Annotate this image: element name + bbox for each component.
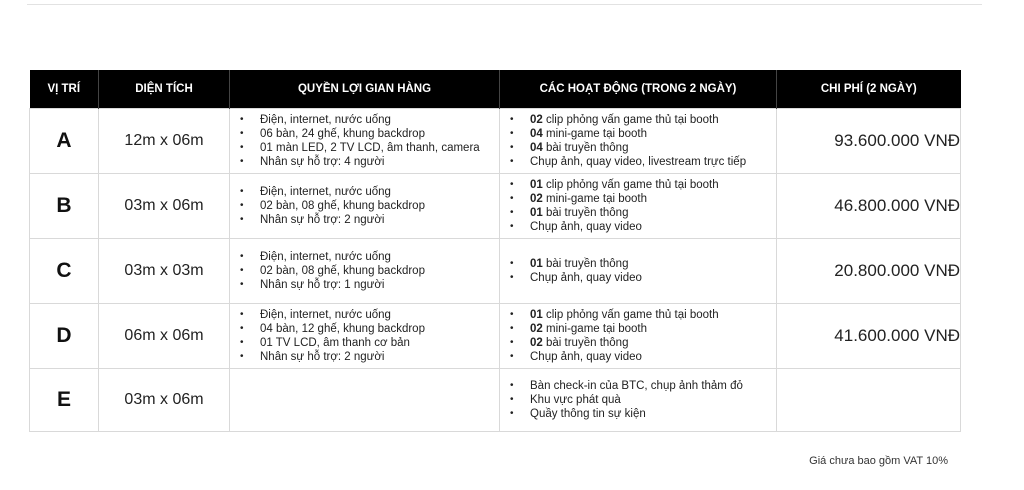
table-row: [30, 174, 961, 239]
header-cost: CHI PHÍ (2 NGÀY): [777, 70, 961, 109]
top-divider: [27, 4, 982, 5]
activity-count: 01: [530, 258, 543, 270]
activity-count: 01: [530, 309, 543, 321]
list-item: [510, 155, 776, 169]
activity-text: Chụp ảnh, quay video: [530, 221, 642, 233]
list-item: • Điện, internet, nước uống: [240, 185, 499, 199]
list-item: [510, 113, 776, 127]
list-item: [510, 322, 776, 336]
vat-note: Giá chưa bao gồm VAT 10%: [809, 455, 948, 467]
activities-list: [500, 257, 776, 285]
list-item: [510, 257, 776, 271]
activity-text: clip phỏng vấn game thủ tại booth: [542, 114, 719, 126]
activity-count: 02: [530, 337, 543, 349]
table-row: [30, 369, 961, 432]
activity-text: Khu vực phát quà: [530, 394, 621, 406]
activities-list: [500, 178, 776, 234]
benefits-list: [230, 250, 499, 292]
list-item: [510, 127, 776, 141]
activity-text: bài truyền thông: [542, 258, 629, 270]
header-activities: CÁC HOẠT ĐỘNG (TRONG 2 NGÀY): [500, 70, 777, 109]
list-item: • Điện, internet, nước uống: [240, 250, 499, 264]
booth-cost: 41.600.000 VNĐ: [777, 304, 961, 369]
activity-text: bài truyền thông: [542, 337, 629, 349]
activity-count: 02: [530, 114, 543, 126]
booth-benefits: [230, 174, 500, 239]
activity-text: Chụp ảnh, quay video: [530, 272, 642, 284]
booth-position: A: [30, 109, 99, 174]
booth-benefits: [230, 109, 500, 174]
list-item: • Điện, internet, nước uống: [240, 308, 499, 322]
table-row: [30, 239, 961, 304]
activity-count: 01: [530, 207, 543, 219]
booth-activities: [500, 304, 777, 369]
list-item: [510, 336, 776, 350]
booth-cost: 20.800.000 VNĐ: [777, 239, 961, 304]
activity-text: bài truyền thông: [542, 207, 629, 219]
booth-area: 03m x 06m: [99, 369, 230, 432]
activity-count: 02: [530, 193, 543, 205]
booth-benefits: [230, 369, 500, 432]
list-item: [510, 407, 776, 421]
benefits-list: [230, 113, 499, 169]
list-item: • Nhân sự hỗ trợ: 4 người: [240, 155, 499, 169]
activities-list: [500, 379, 776, 421]
activities-list: [500, 113, 776, 169]
list-item: • Điện, internet, nước uống: [240, 113, 499, 127]
activity-text: clip phỏng vấn game thủ tại booth: [542, 179, 719, 191]
activity-count: 01: [530, 179, 543, 191]
activity-count: 04: [530, 142, 543, 154]
list-item: • 06 bàn, 24 ghế, khung backdrop: [240, 127, 499, 141]
list-item: • Nhân sự hỗ trợ: 1 người: [240, 278, 499, 292]
activity-text: Quầy thông tin sự kiện: [530, 408, 646, 420]
booth-cost: [777, 369, 961, 432]
list-item: • Nhân sự hỗ trợ: 2 người: [240, 213, 499, 227]
list-item: • 04 bàn, 12 ghế, khung backdrop: [240, 322, 499, 336]
list-item: • 02 bàn, 08 ghế, khung backdrop: [240, 264, 499, 278]
booth-position: B: [30, 174, 99, 239]
list-item: • 02 bàn, 08 ghế, khung backdrop: [240, 199, 499, 213]
list-item: [510, 141, 776, 155]
list-item: [510, 393, 776, 407]
header-benefits: QUYỀN LỢI GIAN HÀNG: [230, 70, 500, 109]
booth-area: 03m x 06m: [99, 174, 230, 239]
header-area: DIỆN TÍCH: [99, 70, 230, 109]
booth-area: 12m x 06m: [99, 109, 230, 174]
list-item: [510, 308, 776, 322]
header-position: VỊ TRÍ: [30, 70, 99, 109]
activity-text: mini-game tại booth: [542, 128, 647, 140]
list-item: [510, 271, 776, 285]
activity-count: 02: [530, 323, 543, 335]
booth-activities: [500, 369, 777, 432]
booth-position: C: [30, 239, 99, 304]
booth-activities: [500, 239, 777, 304]
list-item: [510, 350, 776, 364]
activity-text: mini-game tại booth: [542, 323, 647, 335]
booth-area: 03m x 03m: [99, 239, 230, 304]
booth-benefits: [230, 304, 500, 369]
booth-area: 06m x 06m: [99, 304, 230, 369]
activity-text: Chụp ảnh, quay video: [530, 351, 642, 363]
booth-benefits: [230, 239, 500, 304]
list-item: • 01 màn LED, 2 TV LCD, âm thanh, camera: [240, 141, 499, 155]
list-item: [510, 192, 776, 206]
booth-cost: 93.600.000 VNĐ: [777, 109, 961, 174]
booth-activities: [500, 109, 777, 174]
activity-text: bài truyền thông: [542, 142, 629, 154]
benefits-list: [230, 308, 499, 364]
list-item: • Nhân sự hỗ trợ: 2 người: [240, 350, 499, 364]
activity-text: Chụp ảnh, quay video, livestream trực tiếp: [530, 156, 747, 168]
booth-cost: 46.800.000 VNĐ: [777, 174, 961, 239]
list-item: • 01 TV LCD, âm thanh cơ bản: [240, 336, 499, 350]
table-header-row: [30, 70, 961, 109]
activity-text: Bàn check-in của BTC, chụp ảnh thảm đỏ: [530, 380, 743, 392]
list-item: [510, 178, 776, 192]
booth-position: D: [30, 304, 99, 369]
table-row: [30, 109, 961, 174]
booth-position: E: [30, 369, 99, 432]
list-item: [510, 206, 776, 220]
booth-pricing-table: [29, 70, 961, 432]
list-item: [510, 379, 776, 393]
list-item: [510, 220, 776, 234]
activity-text: clip phỏng vấn game thủ tại booth: [542, 309, 719, 321]
activities-list: [500, 308, 776, 364]
activity-count: 04: [530, 128, 543, 140]
activity-text: mini-game tại booth: [542, 193, 647, 205]
benefits-list: [230, 185, 499, 227]
table-row: [30, 304, 961, 369]
booth-activities: [500, 174, 777, 239]
